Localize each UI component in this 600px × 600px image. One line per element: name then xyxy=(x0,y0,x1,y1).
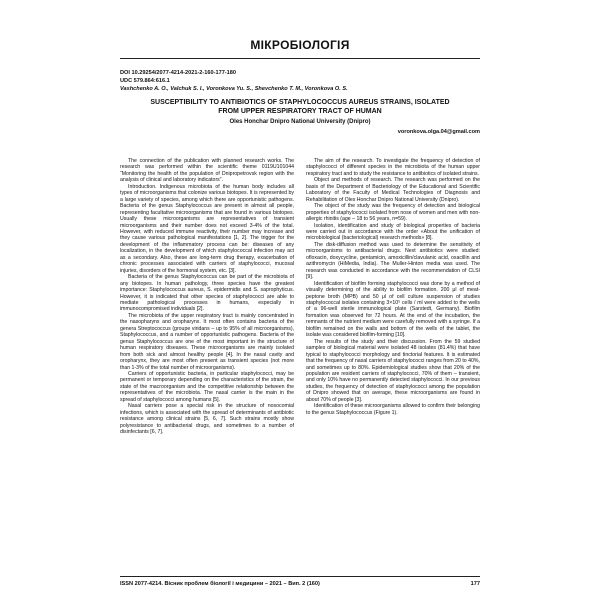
top-rule xyxy=(120,58,480,59)
paragraph: The aim of the research. To investigate the frequency of detection of staphylococci of different species in the microbiota of the human upper respiratory tract and to study the resistance to antibiotics of isolated strains. xyxy=(306,158,480,177)
paragraph: Carriers of opportunistic bacteria, in particular staphylococci, may be permanent or temporary depending on the characteristics of the strain, the state of the macroorganism and the competitive relationship between the representatives of the microbiota. The nasal carrier is the main in the spread of staphylococci among humans [5]. xyxy=(120,370,294,403)
page-number: 177 xyxy=(470,581,480,587)
paragraph: Identification of biofilm forming staphylococci was done by a method of visually determining of the ability to biofilm formation. 200 μl of meat-peptone broth (MPB) and 50 μl of cell culture suspension of studies staphylococcal isolates containing 3×10⁵ cells / ml were added to the wells of a 96-well sterile immunological plate (Sarstedt, Germany). Biofilm formation was observed for 72 hours. At the end of the incubation, the remnants of the nutrient medium were carefully removed with a syringe. If a biofilm remained on the walls and bottom of the wells of the tablet, the isolate was considered biofilm-forming [10]. xyxy=(306,280,480,339)
paragraph: The object of the study was the frequency of detection and biological properties of staphylococci isolated from nose of women and men with non-allergic rhinitis (age – 18 to 56 years, n=59). xyxy=(306,203,480,223)
paragraph: Isolation, identification and study of biological properties of bacteria were carried out in accordance with the order «About the unification of microbiological (bacteriological) research methods» [8]. xyxy=(306,222,480,242)
paragraph: Object and methods of research. The research was performed on the basis of the Department of Bacteriology of the Educational and Scientific Laboratory of the Faculty of Medical Technologies of Diagnosis and Rehabilitation of Oles Honchar Dnipro National University (Dnipro). xyxy=(306,177,480,203)
footer-issn: ISSN 2077-4214. Вісник проблем біології і медицини – 2021 – Вип. 2 (160) xyxy=(120,581,320,587)
paragraph: The microbiota of the upper respiratory tract is mainly concentrated in the nasopharynx and oropharynx. It most often contains bacteria of the genera Streptococcus (groupe viridans – up to 95% of all microorganisms), Staphylococcus, and a number of opportunistic pathogens. Bacteria of the genus Staphylococcus are one of the most important in the structure of human respiratory diseases. These microorganisms are mainly isolated from both sick and almost healthy people [4]. In the nasal cavity and oropharynx, they are most often present as transient species (not more than 1-3% of the total number of microorganisms). xyxy=(120,312,294,371)
article-title xyxy=(120,98,480,116)
title-line-2: FROM UPPER RESPIRATORY TRACT OF HUMAN xyxy=(218,108,382,115)
paragraph: The disk-diffusion method was used to determine the sensitivity of microorganisms to antibacterial drugs. Next antibiotics were studied: ofloxacin, doxycycline, gentamicin, amoxicillin/clavulanic acid, oxacillin and azithromycin (HiMedia, India). The Muller-Hinton media was used. The research was conducted in accordance with the recommendation of CLSI [9]. xyxy=(306,241,480,281)
article-meta xyxy=(120,70,480,93)
paragraph: Identification of these microorganisms allowed to confirm their belonging to the genus Staphylococcus (Figure 1). xyxy=(306,403,480,416)
section-title: МІКРОБІОЛОГІЯ xyxy=(250,38,350,52)
doi: DOI 10.29254/2077-4214-2021-2-160-177-180 xyxy=(120,70,237,76)
paragraph: The results of the study and their discussion. From the 59 studied samples of biological material were isolated 48 isolates (81.4%) that have typical to staphylococci morphology and tinctorial features. It is estimated that the frequency of nasal carriers of staphylococci ranges from 20 to 40%, and sometimes up to 80%. Epidemiological studies show that 20% of the population are resident carriers of staphylococci, 70% of them – transient, and only 10% have no permanently detected staphylococci. In our previous studies, the frequency of detection of staphylococci among the population of Dnipro showed that on average, these microorganisms are found in about 70% of people [3]. xyxy=(306,338,480,403)
authors: Vashchenko A. O., Valchuk S. I., Voronkova Yu. S., Shevchenko T. M., Voronkova O. S. xyxy=(120,85,348,92)
left-column xyxy=(120,158,294,568)
affiliation: Oles Honchar Dnipro National University (Dnipro) xyxy=(229,119,371,125)
author-email: voronkova.olga.04@gmail.com xyxy=(397,129,480,135)
paragraph: The connection of the publication with planned research works. The research was performed within the scientific theme 0119U101044 “Monitoring the health of the population of Dnipropetrovsk region with the analysis of clinical and laboratory indicators”. xyxy=(120,158,294,184)
paragraph: Nasal carriers pose a special risk in the structure of nosocomial infections, which is associated with the spread of determinants of antibiotic resistance among clinical strains [5, 6, 7]. Such strains mostly show polyresistance to antibacterial drugs, and sometimes to a number of disinfectants [6, 7]. xyxy=(120,403,294,436)
udc: UDC 579.864:616.1 xyxy=(120,77,170,84)
footer-rule xyxy=(120,576,480,577)
paragraph: Introduction. Indigenous microbiota of the human body includes all types of microorganisms that colonize various biotopes. It is represented by a large variety of species, among which there are opportunistic pathogens. Bacteria of the genus Staphylococcus are present in almost all people, representing facultative microorganisms that are found in various biotopes. Usually these microorganisms are representatives of transient microorganisms and their number does not exceed 3-4% of the total. However, with reduced immune reactivity, their number may increase and they cause various pathological manifestations [1, 2]. The trigger for the development of the inflammatory process can be: diseases of any localization, in the development of which staphylococcal infection may act as a secondary. Also, these are long-term drug therapy, exacerbation of chronic processes associated with carriers of staphylococci, mucosal injuries, disorders of the hormonal system, etc. [3]. xyxy=(120,183,294,274)
title-line-1: SUSCEPTIBILITY TO ANTIBIOTICS OF STAPHYLOCOCCUS AUREUS STRAINS, ISOLATED xyxy=(150,99,450,106)
paragraph: Bacteria of the genus Staphylococcus can be part of the microbiota of any biotopes. In human pathology, three species have the greatest importance: Staphylococcus aureus, S. epidermidis and S. saprophyticus. However, it is indicated that other species of staphylococci are able to mediate pathological processes in humans, especially in immunocompromised individuals [2]. xyxy=(120,274,294,313)
right-column xyxy=(306,158,480,568)
